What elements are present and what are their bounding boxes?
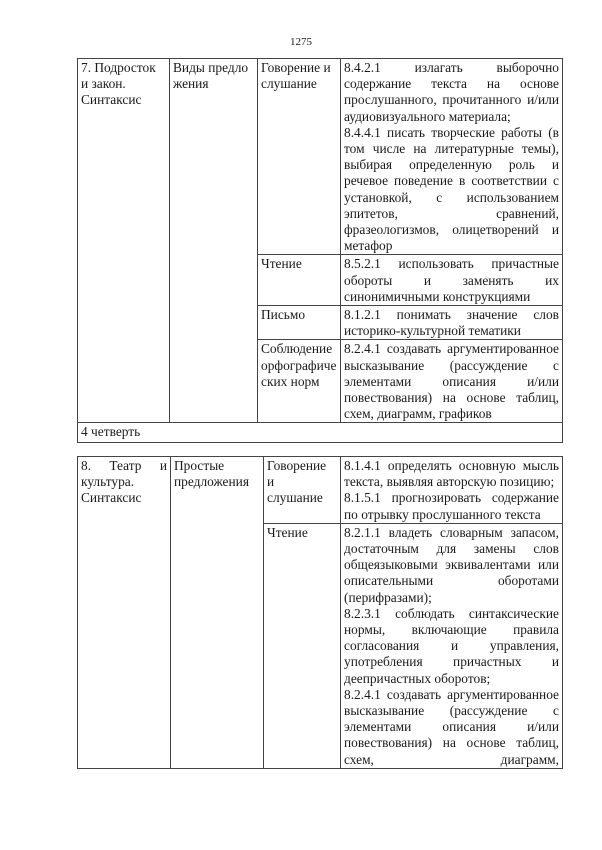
- topic-title: Простые предложения: [174, 458, 249, 490]
- objective-text: 8.2.4.1 создавать аргументированное высказывание (рассуждение с элементами описания и/или повествования) на основе таблиц, схем, диаграмм, графиков: [344, 341, 559, 422]
- section-title: 8. Театр и культура. Синтаксис: [81, 458, 167, 506]
- section-cell: [78, 457, 171, 769]
- objective-text: 8.1.4.1 определять основную мысль текста, выявляя авторскую позицию;: [344, 458, 559, 490]
- skill-cell: [264, 457, 341, 524]
- objective-text: 8.1.5.1 прогнозировать содержание по отрывку прослушанного текста: [344, 490, 559, 522]
- objective-text: 8.1.2.1 понимать значение слов историко-культурной тематики: [344, 307, 559, 339]
- page-number: 1275: [290, 36, 312, 48]
- objective-text: 8.4.2.1 излагать выборочно содержание текста на основе прослушанного, прочитанного и/или аудиовизуального материала;: [344, 60, 559, 124]
- objectives-cell: [341, 255, 563, 306]
- skill-cell: Чтение: [258, 255, 341, 306]
- objective-text: 8.2.3.1 соблюдать синтаксические нормы, включающие правила согласования и управления, употребления причастных и деепричастных оборотов;: [344, 605, 559, 686]
- section-cell: [78, 59, 170, 423]
- curriculum-table-unit-8: [77, 456, 563, 769]
- skill-cell: Соблюдение орфографических норм: [258, 340, 341, 423]
- topic-cell: [171, 457, 264, 769]
- topic-title: Виды предложения: [173, 60, 249, 92]
- objectives-cell: [341, 59, 563, 255]
- skill-cell: Говорение и слушание: [258, 59, 341, 255]
- objective-text: 8.5.2.1 использовать причастные обороты и заменять их синонимичными конструкциями: [344, 256, 559, 304]
- curriculum-table-unit-7: [77, 58, 563, 443]
- skill-cell: Чтение: [264, 523, 341, 768]
- skill-cell: Письмо: [258, 306, 341, 340]
- objectives-cell: [341, 306, 563, 340]
- skill-label: Говорение и слушание: [267, 458, 327, 506]
- table-row: [78, 457, 563, 524]
- objectives-cell: [341, 457, 563, 524]
- objective-text: 8.2.1.1 владеть словарным запасом, достаточным для замены слов общеязыковыми эквивалентами или описательными оборотами (перифразами);: [344, 524, 559, 605]
- objective-text: 8.2.4.1 создавать аргументированное высказывание (рассуждение с элементами описания и/или повествования) на основе таблиц, схем, диаграмм,: [344, 686, 559, 767]
- objective-text: 8.4.4.1 писать творческие работы (в том числе на литературные темы), выбирая определенную роль и речевое поведение в соответствии с установкой, с использованием эпитетов, сравнений, фразеологизмов, олицетворений и метафор: [344, 124, 559, 254]
- quarter-label: 4 четверть: [78, 423, 563, 442]
- section-title: 7. Подросток и закон. Синтаксис: [81, 60, 156, 108]
- objectives-cell: [341, 340, 563, 423]
- objectives-cell: [341, 523, 563, 768]
- topic-cell: [170, 59, 258, 423]
- quarter-row: [78, 423, 563, 442]
- table-row: [78, 59, 563, 255]
